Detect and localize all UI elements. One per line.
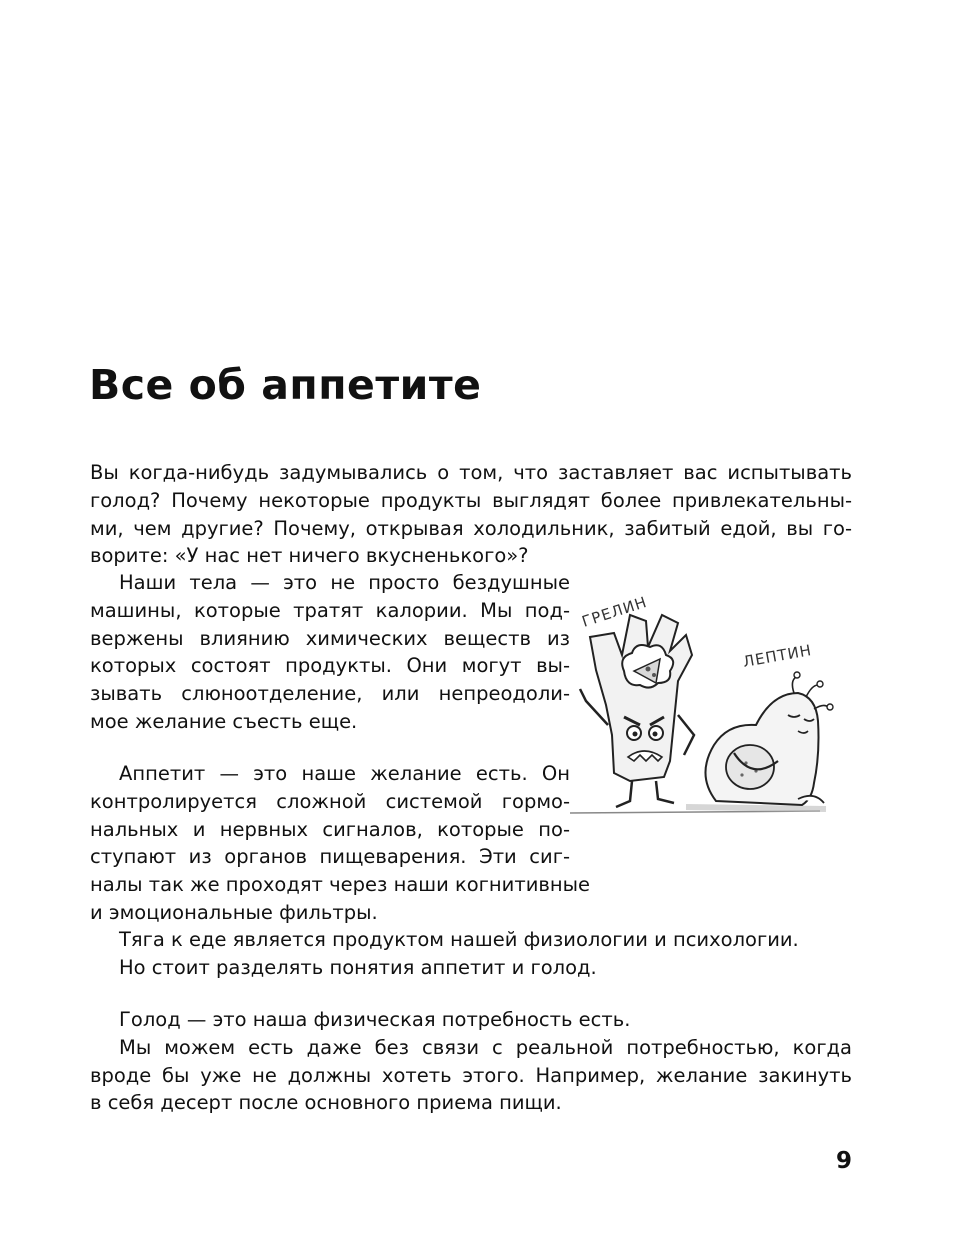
text-line: зывать слюноотделение, или непреодоли- (90, 682, 570, 706)
leptin-label: ЛЕПТИН (741, 641, 814, 671)
text-line: нальных и нервных сигналов, которые по- (90, 817, 570, 841)
chapter-title: Все об аппетите (89, 361, 482, 409)
ghrelin-label: ГРЕЛИН (579, 592, 650, 631)
text-line: ми, чем другие? Почему, открывая холодильник, забитый едой, вы го- (90, 516, 852, 540)
text-line: контролируется сложной системой гормо- (90, 789, 570, 813)
text-line: вержены влиянию химических веществ из (90, 626, 570, 650)
shadow (686, 807, 826, 809)
text-line: машины, которые тратят калории. Мы под- (90, 598, 570, 622)
text-line: налы так же проходят через наши когнитивные (90, 873, 591, 897)
text-line: Мы можем есть даже без связи с реальной потребностью, когда (119, 1035, 852, 1059)
text-line: вроде бы уже не должны хотеть этого. Например, желание закинуть (90, 1063, 852, 1087)
text-line: и эмоциональные фильтры. (90, 900, 378, 924)
text-line: которых состоят продукты. Они могут вы- (90, 654, 570, 678)
text-line: Но стоит разделять понятия аппетит и голод. (119, 955, 597, 979)
text-line: Голод — это наша физическая потребность есть. (119, 1008, 631, 1031)
leptin-character (705, 672, 833, 805)
text-line: ступают из органов пищеварения. Эти сиг- (90, 845, 570, 869)
page-number: 9 (836, 1148, 853, 1174)
text-line: ворите: «У нас нет ничего вкусненького»? (90, 544, 529, 568)
appetite-paragraph (90, 760, 591, 927)
text-line: Тяга к еде является продуктом нашей физиологии и психологии. (119, 928, 799, 951)
ghrelin-character (580, 615, 694, 807)
text-line: Аппетит — это наше желание есть. Он (119, 762, 570, 785)
text-line: Наши тела — это не просто бездушные (119, 571, 570, 594)
bodies-paragraph (90, 569, 570, 736)
intro-paragraph (90, 459, 852, 570)
ghrelin-leptin-illustration (566, 585, 834, 825)
text-line: мое желание съесть еще. (90, 709, 358, 733)
craving-paragraph (90, 926, 852, 982)
text-line: в себя десерт после основного приема пищи. (90, 1091, 562, 1115)
hunger-paragraph (90, 1006, 852, 1117)
text-line: голод? Почему некоторые продукты выглядят более привлекательны- (90, 488, 852, 512)
text-line: Вы когда-нибудь задумывались о том, что заставляет вас испытывать (90, 461, 852, 484)
